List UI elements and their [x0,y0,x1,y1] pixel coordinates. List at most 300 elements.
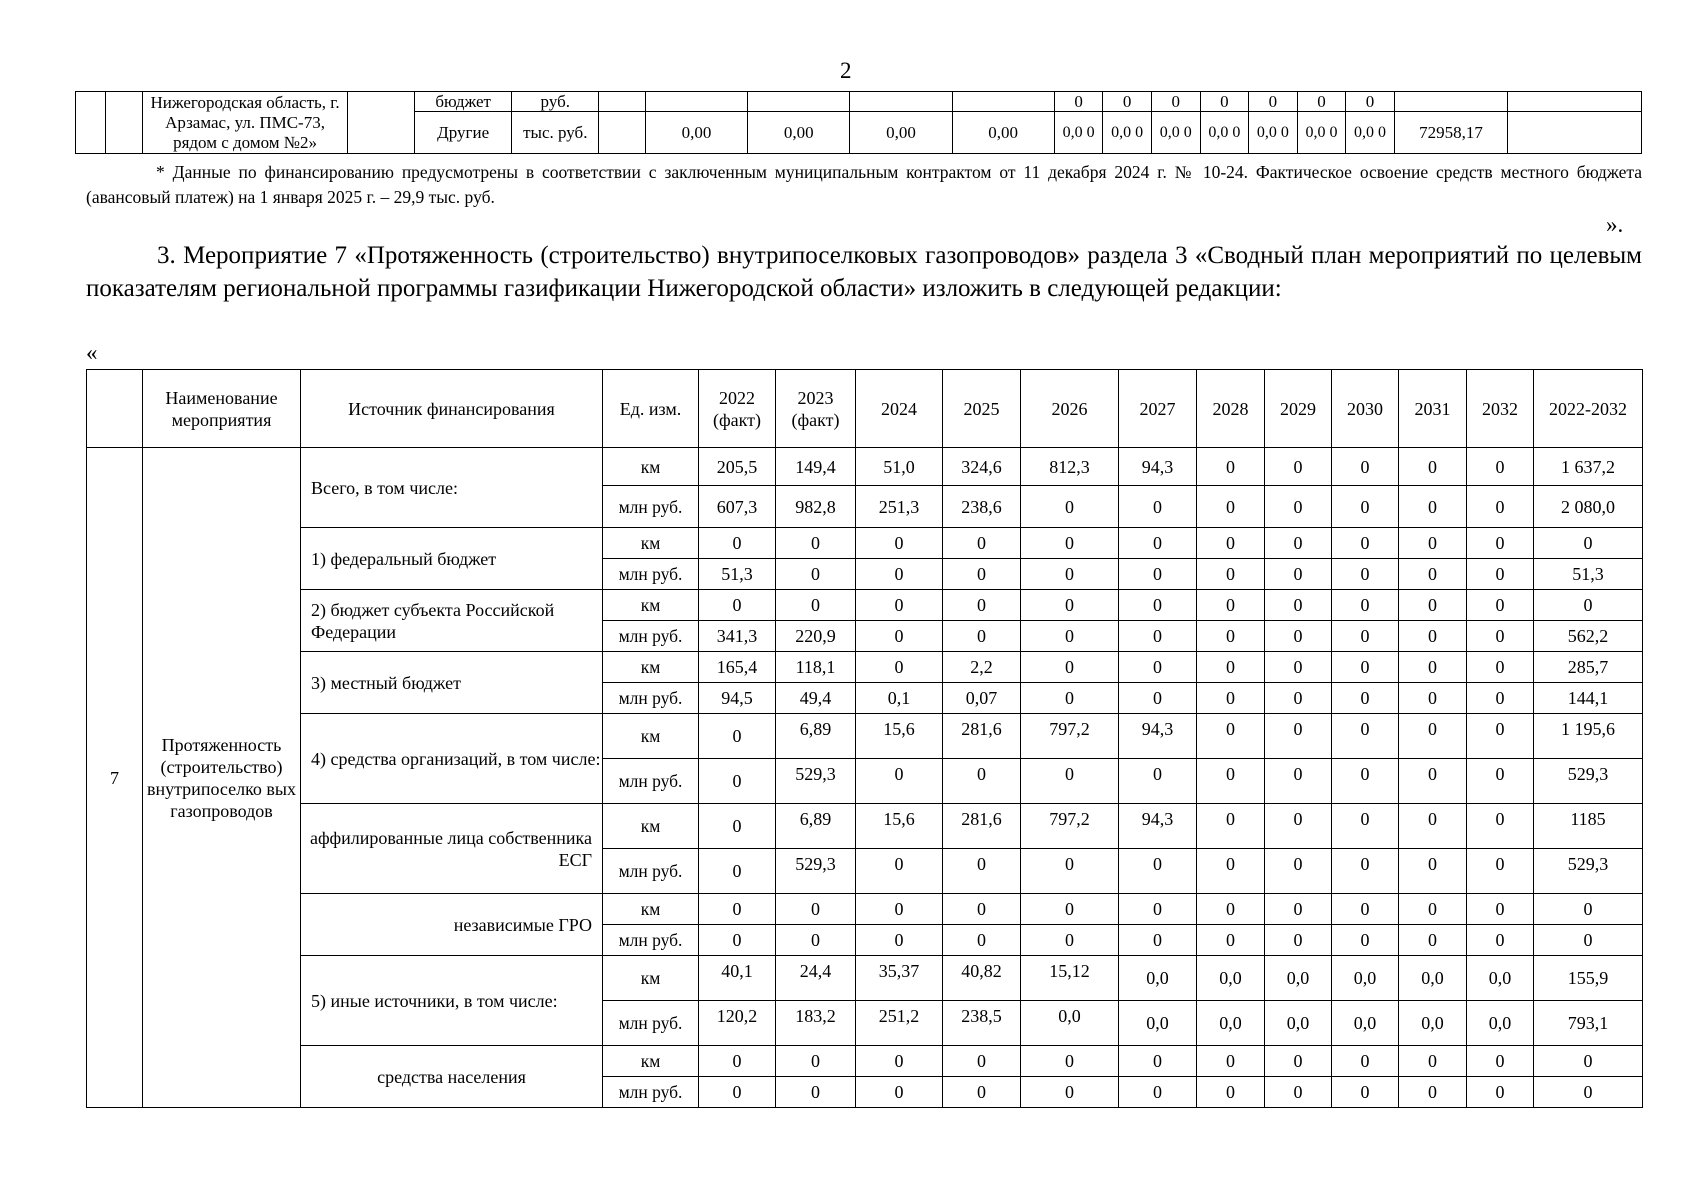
funding-source: 4) средства организаций, в том числе: [301,714,603,804]
value-cell: 0 [943,1046,1021,1077]
value-cell: 0 [1197,894,1265,925]
value-cell: 982,8 [776,486,856,528]
unit-cell: млн руб. [603,486,699,528]
value-cell: 0 [699,894,776,925]
value-cell: 0 [1021,925,1119,956]
column-header: 2026 [1021,370,1119,448]
value-cell: 529,3 [776,759,856,804]
value-cell: 0 [1467,925,1534,956]
column-header: 2024 [856,370,943,448]
value-cell: 0 [699,1077,776,1108]
value-cell: 0 [1103,92,1152,112]
value-cell: 0 [1399,1077,1467,1108]
paragraph-text: 3. Мероприятие 7 «Протяженность (строительство) внутрипоселковых газопроводов» раздела 3 «Сводный план мероприятий по целевым показателям региональной программы газификации Нижегородской области» изложить в следующей редакции: [86,242,1642,302]
value-cell: 0 [1249,92,1298,112]
value-cell: 118,1 [776,652,856,683]
value-cell: 0 [856,894,943,925]
value-cell: 0 [1197,804,1265,849]
column-header: 2030 [1332,370,1399,448]
value-cell: 0 [1534,1077,1643,1108]
unit-cell: км [603,714,699,759]
value-cell: 0 [1021,849,1119,894]
total-cell: 72958,17 [1394,112,1507,154]
value-cell: 0 [1332,652,1399,683]
value-cell: 0 [1197,486,1265,528]
value-cell: 0 [1265,1046,1332,1077]
value-cell: 797,2 [1021,804,1119,849]
value-cell: 0,0 0 [1249,112,1298,154]
value-cell: 0 [1021,486,1119,528]
column-header [87,370,143,448]
value-cell: 0 [1119,894,1197,925]
value-cell: 155,9 [1534,956,1643,1001]
value-cell: 607,3 [699,486,776,528]
unit-cell: млн руб. [603,849,699,894]
value-cell: 0 [1332,621,1399,652]
value-cell: 0 [1265,448,1332,486]
value-cell: 0,0 [1119,956,1197,1001]
value-cell: 0 [1399,683,1467,714]
opening-quote: « [86,340,98,365]
value-cell: 281,6 [943,714,1021,759]
value-cell: 0 [1467,1077,1534,1108]
value-cell: 0 [1399,621,1467,652]
unit-cell: км [603,1046,699,1077]
value-cell: 0 [1332,804,1399,849]
value-cell: 0 [1119,1046,1197,1077]
value-cell: 251,3 [856,486,943,528]
value-cell: 0 [1265,486,1332,528]
value-cell: 0 [1332,683,1399,714]
value-cell: 0 [1197,714,1265,759]
value-cell: 0 [856,759,943,804]
unit-cell: км [603,894,699,925]
value-cell: 0 [1297,92,1346,112]
value-cell: 0 [1467,652,1534,683]
value-cell: 0 [1197,1046,1265,1077]
value-cell: 251,2 [856,1001,943,1046]
value-cell: 35,37 [856,956,943,1001]
value-cell: 0 [1119,759,1197,804]
value-cell: 0 [1399,652,1467,683]
value-cell: 0 [1054,92,1103,112]
value-cell: 0 [1332,448,1399,486]
value-cell: 0,00 [645,112,747,154]
previous-table-fragment [75,91,1642,154]
value-cell: 40,1 [699,956,776,1001]
value-cell: 0,0 [1265,1001,1332,1046]
value-cell: 0 [1119,486,1197,528]
value-cell: 0 [1197,652,1265,683]
funding-source: 5) иные источники, в том числе: [301,956,603,1046]
value-cell: 0 [776,925,856,956]
data-row [87,894,1643,925]
value-cell: 0 [1332,1077,1399,1108]
top-cell-empty [106,92,142,154]
value-cell: 0,0 [1332,1001,1399,1046]
value-cell: 0 [1119,621,1197,652]
value-cell: 0 [1332,1046,1399,1077]
column-header: 2025 [943,370,1021,448]
value-cell: 0 [1332,714,1399,759]
value-cell: 0,0 0 [1200,112,1249,154]
value-cell: 0 [1467,894,1534,925]
value-cell: 0,07 [943,683,1021,714]
value-cell: 0 [1534,528,1643,559]
value-cell: 0 [1119,1077,1197,1108]
value-cell: 0 [1265,683,1332,714]
unit-cell: км [603,590,699,621]
value-cell: 0 [1399,559,1467,590]
value-cell: 149,4 [776,448,856,486]
column-header: 2032 [1467,370,1534,448]
value-cell: 0 [699,925,776,956]
value-cell: 0 [856,1046,943,1077]
value-cell: 0 [1399,528,1467,559]
value-cell: 0 [1200,92,1249,112]
data-row [87,590,1643,621]
value-cell: 0 [1399,590,1467,621]
value-cell: 40,82 [943,956,1021,1001]
value-cell: 1 637,2 [1534,448,1643,486]
value-cell: 220,9 [776,621,856,652]
value-cell: 341,3 [699,621,776,652]
column-header: 2028 [1197,370,1265,448]
value-cell: 0,0 [1119,1001,1197,1046]
value-cell: 0 [699,759,776,804]
value-cell: 0 [943,1077,1021,1108]
value-cell: 0 [1467,448,1534,486]
top-cell-empty [348,92,415,154]
column-header: 2023 (факт) [776,370,856,448]
value-cell: 0 [1534,590,1643,621]
value-cell: 0 [1265,590,1332,621]
value-cell: 529,3 [776,849,856,894]
value-cell: 183,2 [776,1001,856,1046]
page-number: 2 [840,58,852,83]
value-cell: 0,0 0 [1346,112,1395,154]
value-cell: 0 [1197,759,1265,804]
data-row [87,528,1643,559]
amendment-paragraph [86,239,1642,305]
unit-cell: млн руб. [603,559,699,590]
value-cell: 0 [1265,714,1332,759]
value-cell: 0 [1265,804,1332,849]
value-cell: 0 [1399,759,1467,804]
value-cell: 0 [1534,894,1643,925]
funding-source: 3) местный бюджет [301,652,603,714]
value-cell: 0 [1197,590,1265,621]
value-cell [645,92,747,112]
value-cell: 51,3 [1534,559,1643,590]
value-cell: 529,3 [1534,759,1643,804]
value-cell: 285,7 [1534,652,1643,683]
value-cell: 0 [856,849,943,894]
value-cell: 0 [1467,759,1534,804]
funding-source: средства населения [301,1046,603,1108]
value-cell: 0 [1119,528,1197,559]
value-cell: 0 [1467,804,1534,849]
value-cell: 0 [856,528,943,559]
value-cell: 0 [1467,1046,1534,1077]
top-cell-empty [76,92,106,154]
value-cell: 0,0 [1332,956,1399,1001]
closing-quote: ». [1606,212,1624,237]
value-cell: 0 [943,849,1021,894]
value-cell: 0,0 [1197,956,1265,1001]
value-cell: 0 [1399,849,1467,894]
unit-cell: млн руб. [603,1077,699,1108]
value-cell: 0 [699,528,776,559]
unit-cell: км [603,652,699,683]
value-cell: 2,2 [943,652,1021,683]
value-cell: 0 [1332,925,1399,956]
value-cell: 0 [943,759,1021,804]
value-cell: 0 [699,804,776,849]
value-cell: 0 [1119,683,1197,714]
data-row [87,448,1643,486]
value-cell: 0 [856,621,943,652]
value-cell: 0 [1197,925,1265,956]
value-cell: 0 [1265,528,1332,559]
value-cell: 0 [1197,849,1265,894]
value-cell: 0 [1332,759,1399,804]
value-cell: 0 [1021,528,1119,559]
data-row [87,956,1643,1001]
value-cell: 0 [1265,559,1332,590]
column-header: Ед. изм. [603,370,699,448]
column-header: 2022 (факт) [699,370,776,448]
value-cell [952,92,1054,112]
value-cell [1508,92,1642,112]
value-cell: 0 [1467,590,1534,621]
value-cell: 94,3 [1119,714,1197,759]
value-cell: 0,0 0 [1151,112,1200,154]
unit-cell: млн руб. [603,621,699,652]
value-cell: 281,6 [943,804,1021,849]
value-cell: 0 [1021,621,1119,652]
value-cell: 793,1 [1534,1001,1643,1046]
value-cell: 1185 [1534,804,1643,849]
value-cell: 0 [1467,683,1534,714]
value-cell: 0 [1332,849,1399,894]
funding-source: аффилированные лица собственника ЕСГ [301,804,603,894]
value-cell: 0 [1265,652,1332,683]
value-cell: 0 [1021,683,1119,714]
value-cell: 0 [1119,925,1197,956]
value-cell: 0 [1399,448,1467,486]
value-cell: 0 [943,559,1021,590]
value-cell: 0 [1399,714,1467,759]
value-cell: 0 [1119,559,1197,590]
plan-table-body [87,370,1643,1108]
value-cell: 24,4 [776,956,856,1001]
top-table-body [76,92,1642,154]
value-cell: 6,89 [776,804,856,849]
value-cell: 0,0 [1399,956,1467,1001]
value-cell: 324,6 [943,448,1021,486]
value-cell: 15,6 [856,804,943,849]
value-cell: 51,0 [856,448,943,486]
value-cell: 0 [1197,528,1265,559]
value-cell: 205,5 [699,448,776,486]
footnote-text: * Данные по финансированию предусмотрены в соответствии с заключенным муниципальным контрактом от 11 декабря 2024 г. № 10-24. Фактическое освоение средств местного бюджета (авансовый платеж) на 1 января 2025 г. – 29,9 тыс. руб. [86,162,1642,207]
value-cell [599,112,646,154]
value-cell: 0 [1332,559,1399,590]
value-cell: 0 [1197,559,1265,590]
value-cell: 94,5 [699,683,776,714]
column-header: Источник финансирования [301,370,603,448]
column-header: Наименование мероприятия [143,370,301,448]
value-cell: 0 [1021,894,1119,925]
value-cell: 0 [1332,486,1399,528]
value-cell: 0 [1265,849,1332,894]
funding-source: независимые ГРО [301,894,603,956]
value-cell: 165,4 [699,652,776,683]
value-cell: 0 [1332,894,1399,925]
value-cell: 94,3 [1119,448,1197,486]
value-cell: 0 [776,1077,856,1108]
unit-cell: км [603,448,699,486]
value-cell: 15,6 [856,714,943,759]
source-cell: Другие [415,112,512,154]
value-cell: 0 [1021,652,1119,683]
funding-source: Всего, в том числе: [301,448,603,528]
value-cell: 238,6 [943,486,1021,528]
value-cell: 0 [776,528,856,559]
value-cell: 0 [776,559,856,590]
value-cell: 562,2 [1534,621,1643,652]
value-cell [850,92,952,112]
unit-cell: км [603,528,699,559]
value-cell: 0 [1119,652,1197,683]
value-cell: 0 [1399,925,1467,956]
value-cell [1394,92,1507,112]
value-cell: 0,1 [856,683,943,714]
value-cell: 0 [856,590,943,621]
value-cell: 0 [1467,559,1534,590]
value-cell: 0,0 [1197,1001,1265,1046]
value-cell: 6,89 [776,714,856,759]
value-cell: 0 [699,714,776,759]
object-address: Нижегородская область, г. Арзамас, ул. ПМС-73, рядом с домом №2» [142,92,347,154]
value-cell: 0 [856,1077,943,1108]
value-cell: 0 [1151,92,1200,112]
value-cell: 0 [1021,1077,1119,1108]
top-row [76,92,1642,112]
value-cell: 0 [1265,759,1332,804]
value-cell: 1 195,6 [1534,714,1643,759]
data-row [87,804,1643,849]
value-cell: 0 [1534,925,1643,956]
value-cell: 0,00 [850,112,952,154]
value-cell: 0 [1346,92,1395,112]
header-row [87,370,1643,448]
value-cell: 0 [943,590,1021,621]
value-cell: 0 [1467,528,1534,559]
plan-table [86,369,1643,1108]
value-cell: 0 [1021,1046,1119,1077]
value-cell: 0 [699,1046,776,1077]
value-cell: 0 [943,925,1021,956]
value-cell: 0 [1534,1046,1643,1077]
value-cell: 0 [776,894,856,925]
value-cell: 0,00 [748,112,850,154]
value-cell [599,92,646,112]
value-cell: 0 [856,925,943,956]
column-header: 2029 [1265,370,1332,448]
column-header: 2031 [1399,370,1467,448]
unit-cell: млн руб. [603,683,699,714]
value-cell: 0 [1399,804,1467,849]
value-cell: 0 [1399,894,1467,925]
column-header: 2022-2032 [1534,370,1643,448]
value-cell: 0 [1265,621,1332,652]
value-cell: 0 [856,652,943,683]
event-number: 7 [87,448,143,1108]
unit-cell: млн руб. [603,925,699,956]
value-cell: 238,5 [943,1001,1021,1046]
value-cell: 0 [1197,1077,1265,1108]
value-cell: 0 [1265,894,1332,925]
value-cell: 0,0 0 [1297,112,1346,154]
value-cell: 0 [1021,590,1119,621]
value-cell: 0 [1467,486,1534,528]
value-cell: 0 [1197,683,1265,714]
footnote [86,160,1642,210]
value-cell: 15,12 [1021,956,1119,1001]
value-cell: 0 [1399,486,1467,528]
value-cell: 94,3 [1119,804,1197,849]
value-cell: 0 [1332,590,1399,621]
value-cell: 0 [1119,849,1197,894]
value-cell: 0 [1197,621,1265,652]
value-cell: 120,2 [699,1001,776,1046]
value-cell: 144,1 [1534,683,1643,714]
value-cell: 0 [1197,448,1265,486]
value-cell: 0 [1467,621,1534,652]
source-cell: бюджет [415,92,512,112]
value-cell: 0 [943,894,1021,925]
funding-source: 2) бюджет субъекта Российской Федерации [301,590,603,652]
value-cell: 0 [1021,559,1119,590]
value-cell: 0 [699,590,776,621]
value-cell: 0 [1265,925,1332,956]
funding-source: 1) федеральный бюджет [301,528,603,590]
unit-cell: млн руб. [603,759,699,804]
data-row [87,1046,1643,1077]
unit-cell: км [603,804,699,849]
value-cell: 0 [1021,759,1119,804]
value-cell: 0 [1467,849,1534,894]
value-cell: 0,0 [1399,1001,1467,1046]
unit-cell: руб. [512,92,599,112]
value-cell: 0,0 [1467,956,1534,1001]
value-cell: 0 [1265,1077,1332,1108]
value-cell: 0 [1467,714,1534,759]
value-cell: 0,00 [952,112,1054,154]
value-cell: 0 [943,621,1021,652]
value-cell: 0 [776,1046,856,1077]
value-cell: 49,4 [776,683,856,714]
column-header: 2027 [1119,370,1197,448]
value-cell: 51,3 [699,559,776,590]
value-cell: 2 080,0 [1534,486,1643,528]
value-cell: 797,2 [1021,714,1119,759]
value-cell: 0 [1119,590,1197,621]
value-cell [1508,112,1642,154]
value-cell: 0,0 0 [1103,112,1152,154]
